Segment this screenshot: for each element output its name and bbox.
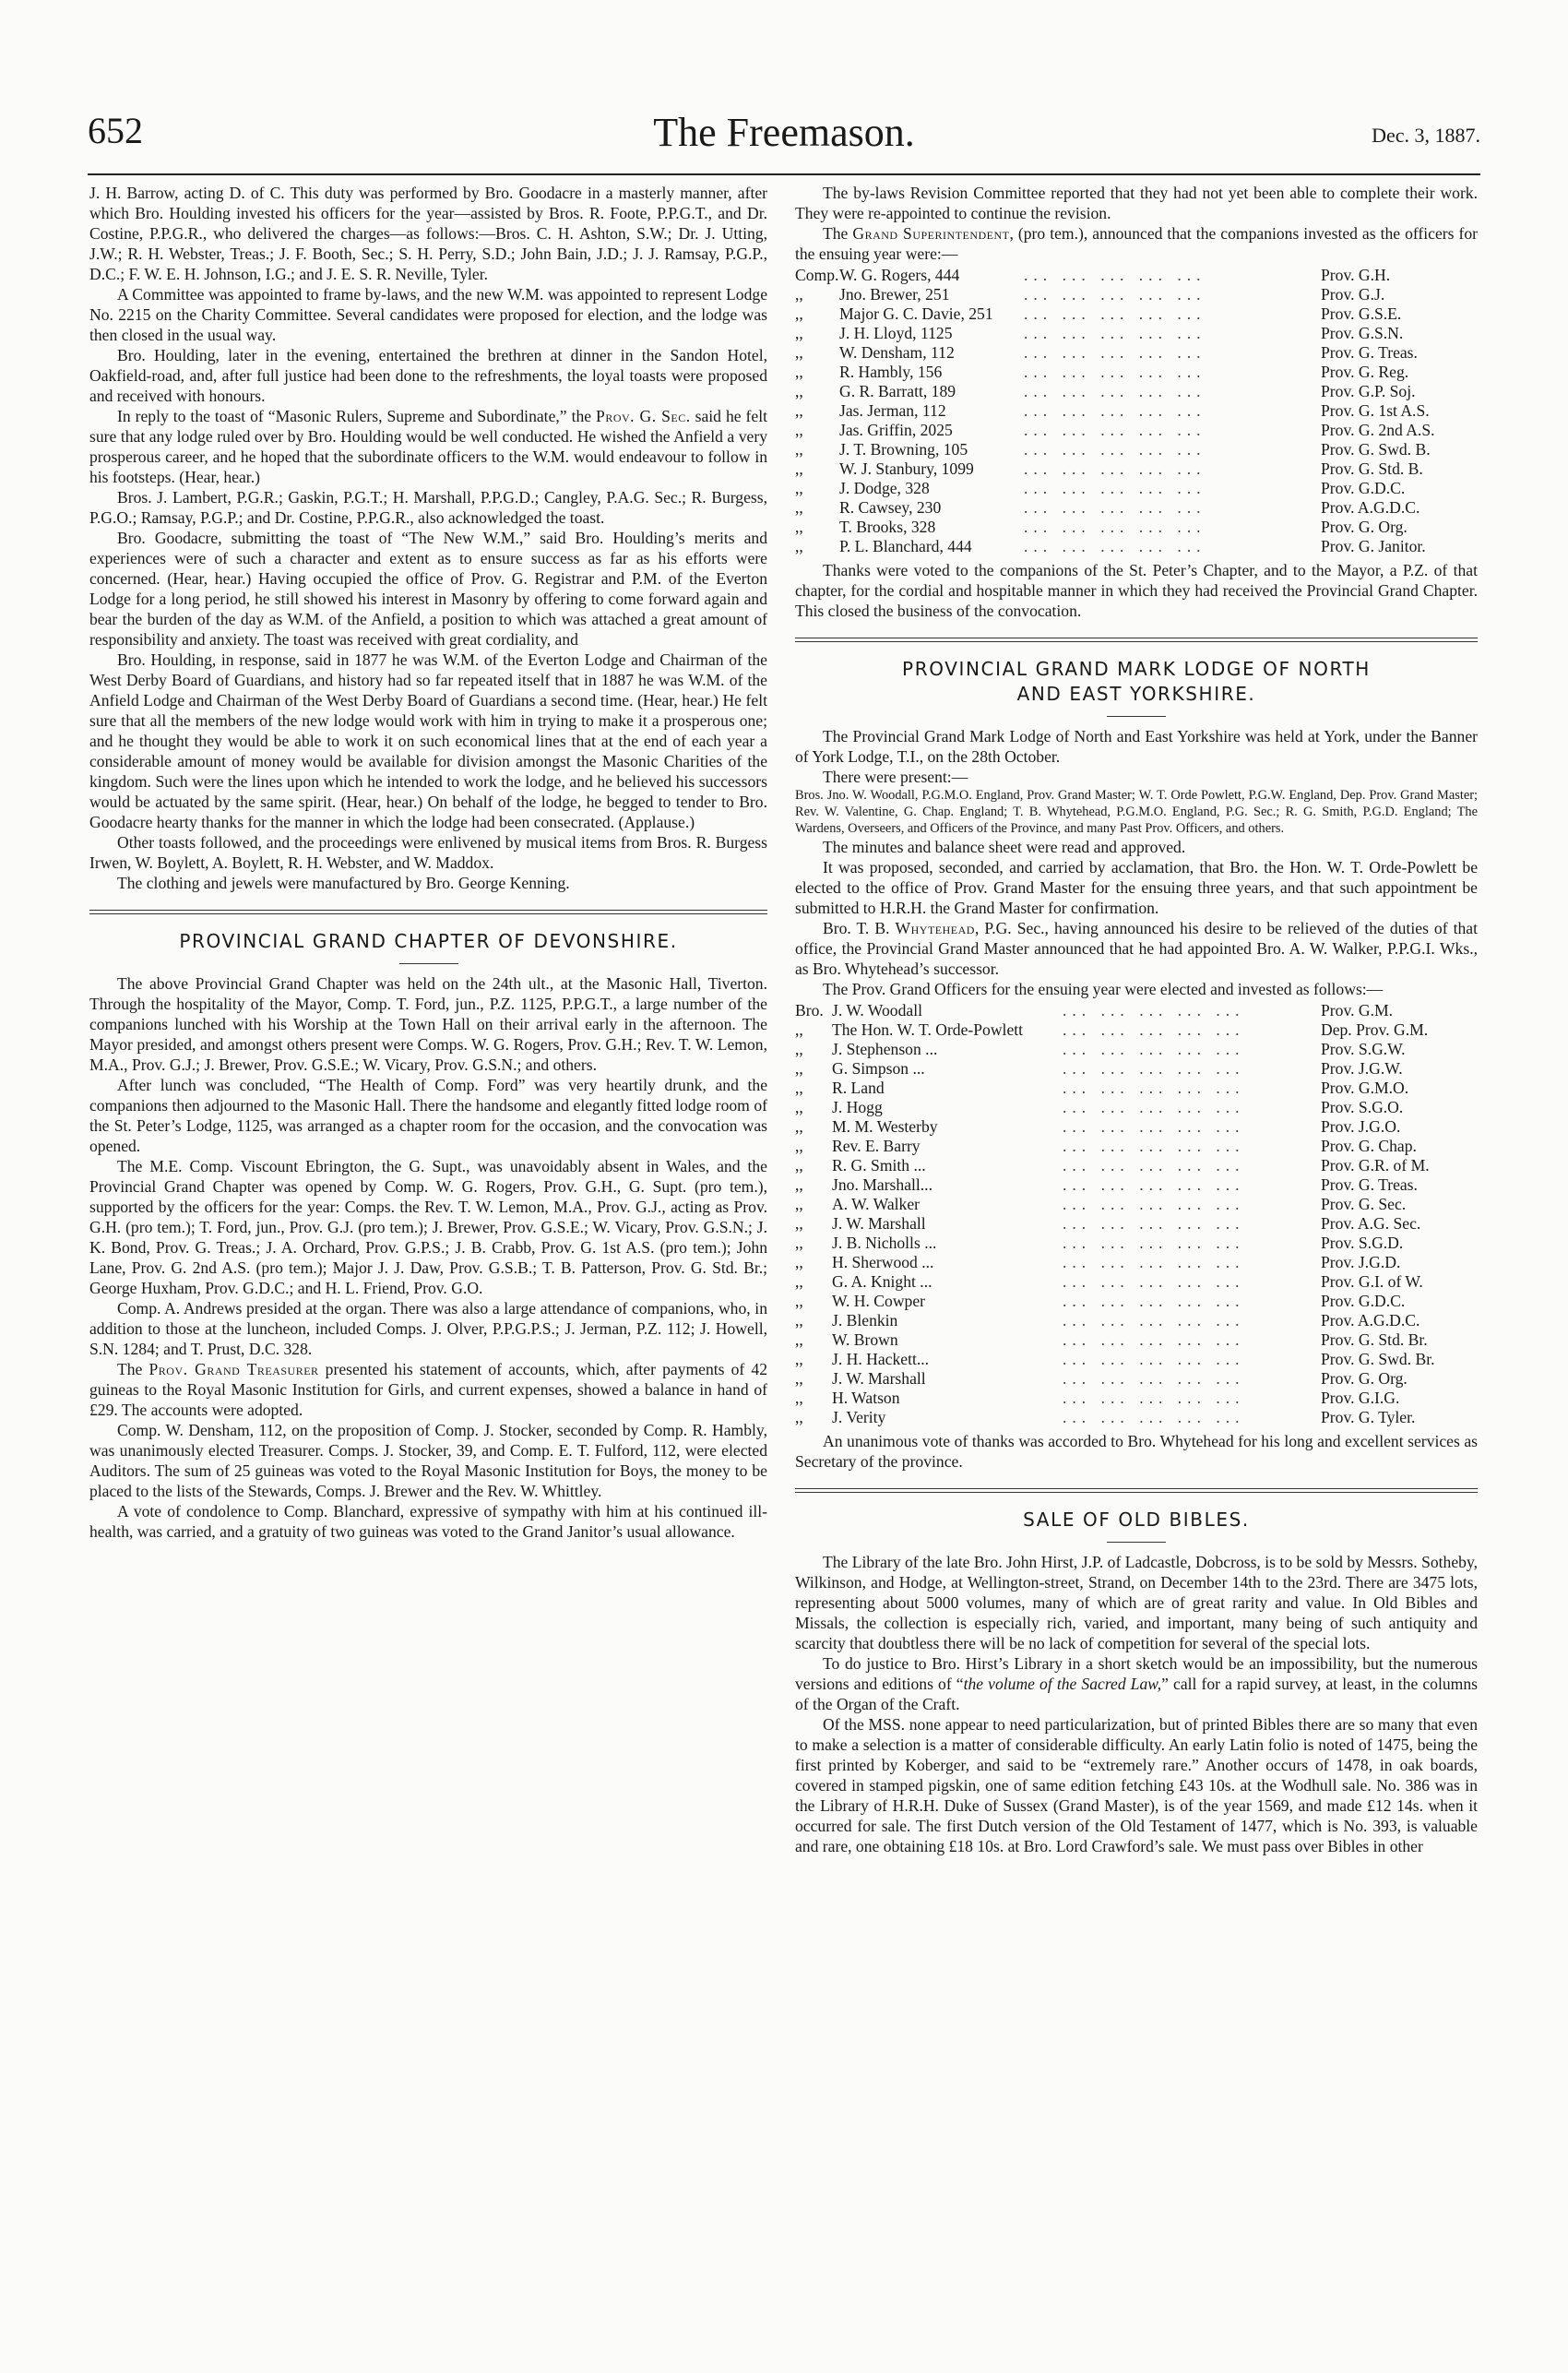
officer-name: J. Verity (832, 1408, 886, 1426)
officer-name: J. W. Marshall (832, 1214, 926, 1233)
officer-office: Prov. G.I.G. (1321, 1389, 1400, 1407)
officer-name: Jas. Jerman, 112 (839, 401, 946, 420)
officer-office: Prov. S.G.O. (1321, 1098, 1404, 1116)
leader-dots: ... ... ... ... ... (1063, 1253, 1245, 1271)
officer-name: J. H. Lloyd, 1125 (839, 324, 953, 342)
leader-dots: ... ... ... ... ... (1063, 1408, 1245, 1426)
heading-line: PROVINCIAL GRAND MARK LODGE OF NORTH (902, 658, 1371, 680)
article-paragraph: A Committee was appointed to frame by-laws, and the new W.M. was appointed to represent Lodge No. 2215 on the Charity Committee. Several candidates were proposed for election, and the lodge was then closed in the usual way. (89, 285, 767, 344)
officer-prefix: ,, (795, 363, 803, 381)
officer-name: P. L. Blanchard, 444 (839, 537, 972, 555)
leader-dots: ... ... ... ... ... (1024, 401, 1206, 420)
leader-dots: ... ... ... ... ... (1024, 266, 1206, 284)
officer-row (795, 1137, 1478, 1156)
officer-office: Prov. G.I. of W. (1321, 1272, 1423, 1291)
officer-row (795, 266, 1478, 285)
officer-prefix: ,, (795, 1272, 803, 1291)
officer-row (795, 1020, 1478, 1040)
officer-name: W. Brown (832, 1330, 898, 1349)
officer-row (795, 537, 1478, 556)
officer-row (795, 324, 1478, 343)
officer-row (795, 1001, 1478, 1020)
leader-dots: ... ... ... ... ... (1063, 1040, 1245, 1058)
officer-row (795, 1175, 1478, 1195)
issue-date: Dec. 3, 1887. (1372, 124, 1480, 147)
leader-dots: ... ... ... ... ... (1063, 1330, 1245, 1349)
officer-prefix: ,, (795, 1350, 803, 1368)
officer-name: R. Hambly, 156 (839, 363, 943, 381)
officer-prefix: ,, (795, 537, 803, 555)
brethren-officer-list (795, 1001, 1478, 1427)
leader-dots: ... ... ... ... ... (1063, 1098, 1245, 1116)
article-paragraph: A vote of condolence to Comp. Blanchard, expressive of sympathy with him at his continued ill-health, was carried, and a gratuity of two guineas was voted to the Grand Janitor’s usual allowance. (89, 1502, 767, 1541)
officer-name: Major G. C. Davie, 251 (839, 304, 993, 323)
officer-row (795, 479, 1478, 498)
officer-name: W. Densham, 112 (839, 343, 955, 362)
attendance-list: Bros. Jno. W. Woodall, P.G.M.O. England, Prov. Grand Master; W. T. Orde Powlett, P.G.W. England, Dep. Prov. Grand Master; Rev. W. Valentine, G. Chap. England; T. B. Whytehead, P.G.M.O. England, P.G. Sec.; R. G. Smith, P.G.D. England; The Wardens, Overseers, and Officers of the Province, and many Past Prov. Officers, and others. (795, 788, 1478, 836)
leader-dots: ... ... ... ... ... (1024, 459, 1206, 478)
article-paragraph: After lunch was concluded, “The Health of Comp. Ford” was very heartily drunk, and the companions then adjourned to the Masonic Hall. There the handsome and elegantly fitted lodge room of the St. Peter’s Lodge, 1125, was arranged as a chapter room for the occasion, and the convocation was opened. (89, 1076, 767, 1155)
officer-name: Rev. E. Barry (832, 1137, 921, 1155)
leader-dots: ... ... ... ... ... (1063, 1234, 1245, 1252)
officer-office: Prov. G. 1st A.S. (1321, 401, 1430, 420)
article-paragraph: The Provincial Grand Mark Lodge of North and East Yorkshire was held at York, under the Banner of York Lodge, T.I., on the 28th October. (795, 727, 1478, 766)
officer-name: H. Sherwood ... (832, 1253, 934, 1271)
officer-name: G. R. Barratt, 189 (839, 382, 956, 400)
leader-dots: ... ... ... ... ... (1024, 537, 1206, 555)
leader-dots: ... ... ... ... ... (1063, 1195, 1245, 1213)
officer-office: Prov. S.G.D. (1321, 1234, 1404, 1252)
article-paragraph: The Grand Superintendent, (pro tem.), announced that the companions invested as the officers for the ensuing year were:— (795, 224, 1478, 263)
officer-name: H. Watson (832, 1389, 900, 1407)
officer-office: Prov. G. Chap. (1321, 1137, 1417, 1155)
article-paragraph: The clothing and jewels were manufactured by Bro. George Kenning. (117, 874, 570, 892)
companions-officer-list (795, 266, 1478, 556)
article-paragraph: Other toasts followed, and the proceedings were enlivened by musical items from Bros. R. Burgess Irwen, W. Boylett, A. Boylett, R. H. Webster, and W. Maddox. (89, 833, 767, 872)
article-paragraph: The minutes and balance sheet were read and approved. (823, 838, 1186, 856)
officer-office: Prov. G.P. Soj. (1321, 382, 1416, 400)
officer-prefix: ,, (795, 518, 803, 536)
leader-dots: ... ... ... ... ... (1063, 1137, 1245, 1155)
officer-prefix: ,, (795, 1234, 803, 1252)
section-heading-old-bibles: SALE OF OLD BIBLES. (1023, 1508, 1250, 1531)
officer-prefix: ,, (795, 1369, 803, 1388)
officer-office: Prov. G. Treas. (1321, 1175, 1418, 1194)
officer-office: Prov. G. 2nd A.S. (1321, 421, 1435, 439)
leader-dots: ... ... ... ... ... (1063, 1020, 1245, 1039)
officer-row (795, 1369, 1478, 1389)
leader-dots: ... ... ... ... ... (1024, 285, 1206, 304)
leader-dots: ... ... ... ... ... (1063, 1117, 1245, 1136)
officer-name: J. W. Marshall (832, 1369, 926, 1388)
officer-prefix: ,, (795, 401, 803, 420)
officer-name: J. B. Nicholls ... (832, 1234, 937, 1252)
officer-prefix: ,, (795, 1311, 803, 1330)
officer-office: Dep. Prov. G.M. (1321, 1020, 1429, 1039)
officer-prefix: ,, (795, 1195, 803, 1213)
officer-name: Jas. Griffin, 2025 (839, 421, 953, 439)
officer-row (795, 1156, 1478, 1175)
officer-name: W. H. Cowper (832, 1292, 925, 1310)
leader-dots: ... ... ... ... ... (1024, 518, 1206, 536)
officer-office: Prov. G. Org. (1321, 1369, 1408, 1388)
section-heading-mark-lodge (795, 657, 1478, 707)
header-rule (88, 173, 1480, 175)
masthead (88, 109, 1480, 173)
officer-name: G. Simpson ... (832, 1059, 925, 1078)
officer-row (795, 1292, 1478, 1311)
officer-prefix: ,, (795, 1292, 803, 1310)
officer-office: Prov. G.D.C. (1321, 479, 1406, 497)
officer-name: A. W. Walker (832, 1195, 921, 1213)
leader-dots: ... ... ... ... ... (1063, 1369, 1245, 1388)
officer-prefix: ,, (795, 1040, 803, 1058)
officer-office: Prov. A.G.D.C. (1321, 498, 1420, 517)
officer-office: Prov. G. Treas. (1321, 343, 1418, 362)
officer-office: Prov. G.S.N. (1321, 324, 1404, 342)
right-column (795, 183, 1478, 1856)
officer-prefix: ,, (795, 1059, 803, 1078)
officer-name: Jno. Marshall... (832, 1175, 932, 1194)
heading-rule (1107, 716, 1166, 717)
article-paragraph: J. H. Barrow, acting D. of C. This duty was performed by Bro. Goodacre in a masterly manner, after which Bro. Houlding invested his officers for the year—assisted by Bros. R. Foote, P.P.G.T., and Dr. Costine, P.P.G.R., who delivered the charges—as follows:—Bros. C. H. Ashton, S.W.; Dr. J. Utting, J.W.; R. H. Webster, Treas.; J. F. Booth, Sec.; S. H. Perry, S.D.; John Bain, J.D.; J. J. Ramsay, P.G.P., D.C.; F. W. E. H. Johnson, I.G.; and J. E. S. R. Neville, Tyler. (89, 184, 767, 283)
officer-name: J. Blenkin (832, 1311, 898, 1330)
officer-prefix: ,, (795, 498, 803, 517)
article-paragraph: The Prov. Grand Treasurer presented his statement of accounts, which, after payments of 42 guineas to the Royal Masonic Institution for Girls, and current expenses, showed a balance in hand of £29. The accounts were adopted. (89, 1360, 767, 1419)
officer-row (795, 304, 1478, 324)
officer-office: Prov. G. Swd. B. (1321, 440, 1431, 459)
officer-prefix: ,, (795, 1098, 803, 1116)
officer-prefix: ,, (795, 1389, 803, 1407)
officer-prefix: ,, (795, 1253, 803, 1271)
officer-office: Prov. J.G.D. (1321, 1253, 1401, 1271)
leader-dots: ... ... ... ... ... (1063, 1214, 1245, 1233)
article-paragraph: To do justice to Bro. Hirst’s Library in a short sketch would be an impossibility, but the numerous versions and editions of “the volume of the Sacred Law,” call for a rapid survey, at least, in the columns of the Organ of the Craft. (795, 1654, 1478, 1713)
officer-name: W. J. Stanbury, 1099 (839, 459, 974, 478)
officer-prefix: ,, (795, 343, 803, 362)
article-paragraph: Thanks were voted to the companions of the St. Peter’s Chapter, and to the Mayor, a P.Z. of that chapter, for the cordial and hospitable manner in which they had received the Provincial Grand Chapter. This closed the business of the convocation. (795, 561, 1478, 620)
officer-office: Prov. S.G.W. (1321, 1040, 1406, 1058)
article-paragraph: An unanimous vote of thanks was accorded to Bro. Whytehead for his long and excellent services as Secretary of the province. (795, 1432, 1478, 1471)
leader-dots: ... ... ... ... ... (1063, 1059, 1245, 1078)
officer-row (795, 440, 1478, 459)
officer-prefix: ,, (795, 1137, 803, 1155)
leader-dots: ... ... ... ... ... (1063, 1156, 1245, 1175)
officer-office: Prov. G. Tyler. (1321, 1408, 1416, 1426)
officer-row (795, 343, 1478, 363)
officer-prefix: ,, (795, 382, 803, 400)
officer-office: Prov. A.G. Sec. (1321, 1214, 1421, 1233)
officer-row (795, 459, 1478, 479)
article-paragraph: There were present:— (823, 768, 968, 786)
officer-row (795, 1059, 1478, 1079)
officer-name: J. T. Browning, 105 (839, 440, 968, 459)
article-paragraph: Bros. J. Lambert, P.G.R.; Gaskin, P.G.T.; H. Marshall, P.P.G.D.; Cangley, P.A.G. Sec.; R. Burgess, P.G.O.; Ramsay, P.G.P.; and Dr. Costine, P.P.G.R., also acknowledged the toast. (89, 488, 767, 527)
leader-dots: ... ... ... ... ... (1024, 343, 1206, 362)
officer-office: Prov. G.D.C. (1321, 1292, 1406, 1310)
officer-office: Prov. J.G.W. (1321, 1059, 1403, 1078)
officer-office: Prov. G.S.E. (1321, 304, 1402, 323)
article-paragraph: The by-laws Revision Committee reported that they had not yet been able to complete their work. They were re-appointed to continue the revision. (795, 184, 1478, 222)
leader-dots: ... ... ... ... ... (1024, 440, 1206, 459)
officer-row (795, 1195, 1478, 1214)
officer-prefix: ,, (795, 1020, 803, 1039)
officer-office: Prov. G. Sec. (1321, 1195, 1407, 1213)
officer-prefix: ,, (795, 1214, 803, 1233)
officer-row (795, 363, 1478, 382)
officer-name: W. G. Rogers, 444 (839, 266, 960, 284)
officer-name: The Hon. W. T. Orde-Powlett (832, 1020, 1024, 1039)
section-divider (89, 910, 767, 914)
leader-dots: ... ... ... ... ... (1024, 498, 1206, 517)
article-paragraph: It was proposed, seconded, and carried by acclamation, that Bro. the Hon. W. T. Orde-Powlett be elected to the office of Prov. Grand Master for the ensuing three years, and that such appointment be submitted to H.R.H. the Grand Master for confirmation. (795, 858, 1478, 917)
leader-dots: ... ... ... ... ... (1063, 1389, 1245, 1407)
officer-office: Prov. G.H. (1321, 266, 1391, 284)
leader-dots: ... ... ... ... ... (1063, 1350, 1245, 1368)
article-paragraph: Bro. Houlding, later in the evening, entertained the brethren at dinner in the Sandon Hotel, Oakfield-road, and, after full justice had been done to the refreshments, the loyal toasts were proposed and received with honours. (89, 346, 767, 405)
officer-prefix: Comp. (795, 266, 839, 284)
officer-row (795, 1079, 1478, 1098)
officer-row (795, 421, 1478, 440)
leader-dots: ... ... ... ... ... (1063, 1292, 1245, 1310)
leader-dots: ... ... ... ... ... (1024, 421, 1206, 439)
article-paragraph: Bro. Goodacre, submitting the toast of “The New W.M.,” said Bro. Houlding’s merits and experiences were of such a character and extent as to ensure success as far as his efforts were concerned. (Hear, hear.) Having occupied the office of Prov. G. Registrar and P.M. of the Everton Lodge for a long period, he still showed his interest in Masonry by offering to come forward again and bear the burden of the day as W.M. of the Anfield, a position to which was attached a great amount of responsibility and anxiety. The toast was received with great cordiality, and (89, 529, 767, 649)
article-paragraph: The above Provincial Grand Chapter was held on the 24th ult., at the Masonic Hall, Tiverton. Through the hospitality of the Mayor, Comp. T. Ford, jun., P.Z. 1125, P.P.G.T., a large number of the companions lunched with his Worship at the Town Hall on their arrival early in the afternoon. The Mayor presided, and amongst others present were Comps. W. G. Rogers, Prov. G.H.; Rev. T. W. Lemon, M.A., Prov. G.J.; J. Brewer, Prov. G.S.E.; W. Vicary, Prov. G.S.N.; and others. (89, 974, 767, 1074)
leader-dots: ... ... ... ... ... (1063, 1175, 1245, 1194)
officer-name: J. H. Hackett... (832, 1350, 930, 1368)
officer-name: R. Cawsey, 230 (839, 498, 942, 517)
article-paragraph: In reply to the toast of “Masonic Rulers, Supreme and Subordinate,” the Prov. G. Sec. said he felt sure that any lodge ruled over by Bro. Houlding would be well conducted. He wished the Anfield a very prosperous career, and he hoped that the subordinate officers to the W.M. would endeavour to follow in his footsteps. (Hear, hear.) (89, 407, 767, 486)
officer-office: Prov. G.M.O. (1321, 1079, 1409, 1097)
officer-name: R. G. Smith ... (832, 1156, 926, 1175)
article-paragraph: Comp. W. Densham, 112, on the proposition of Comp. J. Stocker, seconded by Comp. R. Hambly, was unanimously elected Treasurer. Comps. J. Stocker, 39, and Comp. E. T. Fulford, 112, were elected Auditors. The sum of 25 guineas was voted to the Royal Masonic Institution for Boys, the money to be placed to the lists of the Stewards, Comps. J. Brewer and the Rev. W. Whittley. (89, 1421, 767, 1500)
officer-name: Jno. Brewer, 251 (839, 285, 950, 304)
officer-prefix: ,, (795, 1175, 803, 1194)
officer-prefix: ,, (795, 1408, 803, 1426)
officer-name: G. A. Knight ... (832, 1272, 932, 1291)
officer-row (795, 1272, 1478, 1292)
section-divider (795, 638, 1478, 642)
officer-name: J. Stephenson ... (832, 1040, 938, 1058)
leader-dots: ... ... ... ... ... (1024, 382, 1206, 400)
newspaper-title: The Freemason. (653, 110, 915, 155)
officer-prefix: Bro. (795, 1001, 824, 1020)
officer-row (795, 518, 1478, 537)
officer-row (795, 401, 1478, 421)
officer-office: Prov. G. Org. (1321, 518, 1408, 536)
officer-office: Prov. G. Std. Br. (1321, 1330, 1428, 1349)
officer-office: Prov. G. Swd. Br. (1321, 1350, 1435, 1368)
officer-office: Prov. G.M. (1321, 1001, 1394, 1020)
officer-office: Prov. G.J. (1321, 285, 1385, 304)
page-number: 652 (88, 110, 143, 151)
officer-prefix: ,, (795, 459, 803, 478)
article-paragraph: Of the MSS. none appear to need particularization, but of printed Bibles there are so many that even to make a selection is a matter of considerable difficulty. An early Latin folio is noted of 1475, being the first printed by Koberger, and said to be “extremely rare.” Another occurs of 1478, in oak boards, covered in stamped pigskin, one of same edition fetching £43 10s. at the Wodhull sale. No. 386 was in the Library of H.R.H. Duke of Sussex (Grand Master), is of the year 1569, and made £12 14s. when it occurred for sale. The first Dutch version of the Old Testament of 1477, which is No. 393, is valuable and rare, one obtaining £18 10s. at Bro. Lord Crawford’s sale. We must pass over Bibles in other (795, 1715, 1478, 1855)
leader-dots: ... ... ... ... ... (1024, 479, 1206, 497)
article-paragraph: Bro. Houlding, in response, said in 1877 he was W.M. of the Everton Lodge and Chairman of the West Derby Board of Guardians, and history had so far repeated itself that in 1887 he was W.M. of the Anfield Lodge and Chairman of the West Derby Board of Guardians a second time. (Hear, hear.) He felt sure that all the members of the new lodge would work with him in trying to make it a prosperous one; and he thought they would be able to work it on such economical lines that at the end of each year a considerable amount of money would be available for division amongst the Masonic Charities of the kingdom. Such were the lines upon which he intended to work the lodge, and he believed his successors would be actuated by the same spirit. (Hear, hear.) On behalf of the lodge, he begged to tender to Bro. Goodacre hearty thanks for the manner in which the lodge had been consecrated. (Applause.) (89, 650, 767, 831)
officer-office: Prov. G. Janitor. (1321, 537, 1426, 555)
officer-office: Prov. G. Std. B. (1321, 459, 1423, 478)
officer-office: Prov. G.R. of M. (1321, 1156, 1430, 1175)
officer-name: T. Brooks, 328 (839, 518, 936, 536)
officer-row (795, 1214, 1478, 1234)
officer-prefix: ,, (795, 1156, 803, 1175)
officer-office: Prov. J.G.O. (1321, 1117, 1401, 1136)
officer-row (795, 1311, 1478, 1330)
leader-dots: ... ... ... ... ... (1024, 304, 1206, 323)
officer-prefix: ,, (795, 479, 803, 497)
article-paragraph: Bro. T. B. Whytehead, P.G. Sec., having announced his desire to be relieved of the duties of that office, the Provincial Grand Master announced that he had appointed Bro. A. W. Walker, P.P.G.I. Wks., as Bro. Whytehead’s successor. (795, 919, 1478, 978)
heading-rule (399, 963, 458, 964)
officer-row (795, 1117, 1478, 1137)
officer-office: Prov. A.G.D.C. (1321, 1311, 1420, 1330)
officer-row (795, 1253, 1478, 1272)
officer-office: Prov. G. Reg. (1321, 363, 1409, 381)
officer-row (795, 1389, 1478, 1408)
article-paragraph: The Prov. Grand Officers for the ensuing year were elected and invested as follows:— (823, 980, 1384, 998)
officer-row (795, 285, 1478, 304)
officer-row (795, 1040, 1478, 1059)
officer-prefix: ,, (795, 285, 803, 304)
section-heading-devonshire: PROVINCIAL GRAND CHAPTER OF DEVONSHIRE. (179, 930, 678, 952)
officer-name: J. Hogg (832, 1098, 883, 1116)
article-paragraph: Comp. A. Andrews presided at the organ. There was also a large attendance of companions, who, in addition to those at the luncheon, included Comps. J. Olver, P.P.G.P.S.; J. Jerman, P.Z. 112; J. Howell, S.N. 1284; and T. Prust, D.C. 328. (89, 1299, 767, 1358)
officer-prefix: ,, (795, 1330, 803, 1349)
left-column (89, 183, 767, 1542)
section-divider (795, 1488, 1478, 1493)
officer-row (795, 1330, 1478, 1350)
article-paragraph: The Library of the late Bro. John Hirst, J.P. of Ladcastle, Dobcross, is to be sold by Messrs. Sotheby, Wilkinson, and Hodge, at Wellington-street, Strand, on December 14th to the 23rd. There are 3475 lots, representing about 5000 volumes, many of which are of great rarity and value. In Old Bibles and Missals, the collection is especially rich, varied, and important, many being of such antiquity and scarcity that doubtless there will be no lack of competition for several of the special lots. (795, 1553, 1478, 1652)
leader-dots: ... ... ... ... ... (1063, 1311, 1245, 1330)
officer-prefix: ,, (795, 1079, 803, 1097)
officer-row (795, 498, 1478, 518)
leader-dots: ... ... ... ... ... (1024, 324, 1206, 342)
officer-name: J. Dodge, 328 (839, 479, 930, 497)
leader-dots: ... ... ... ... ... (1024, 363, 1206, 381)
officer-row (795, 1350, 1478, 1369)
officer-prefix: ,, (795, 304, 803, 323)
officer-row (795, 382, 1478, 401)
heading-rule (1107, 1542, 1166, 1543)
officer-prefix: ,, (795, 1117, 803, 1136)
heading-line: AND EAST YORKSHIRE. (1016, 683, 1256, 705)
officer-prefix: ,, (795, 440, 803, 459)
officer-prefix: ,, (795, 324, 803, 342)
officer-name: J. W. Woodall (832, 1001, 922, 1020)
officer-prefix: ,, (795, 421, 803, 439)
leader-dots: ... ... ... ... ... (1063, 1272, 1245, 1291)
leader-dots: ... ... ... ... ... (1063, 1001, 1245, 1020)
officer-name: M. M. Westerby (832, 1117, 938, 1136)
leader-dots: ... ... ... ... ... (1063, 1079, 1245, 1097)
officer-name: R. Land (832, 1079, 885, 1097)
officer-row (795, 1234, 1478, 1253)
officer-row (795, 1408, 1478, 1427)
article-paragraph: The M.E. Comp. Viscount Ebrington, the G. Supt., was unavoidably absent in Wales, and the Provincial Grand Chapter was opened by Comp. W. G. Rogers, Prov. G.H., G. Supt. (pro tem.), supported by the officers for the year: Comps. the Rev. T. W. Lemon, M.A., Prov. G.J., acting as Prov. G.H. (pro tem.); T. Ford, jun., Prov. G.J. (pro tem.); J. Brewer, Prov. G.S.E.; W. Vicary, Prov. G.S.N.; J. K. Bond, Prov. G. Treas.; J. A. Orchard, Prov. G.P.S.; J. B. Crabb, Prov. G. 1st A.S. (pro tem.); John Lane, Prov. G. 2nd A.S. (pro tem.); Major J. J. Daw, Prov. G.S.B.; T. B. Patterson, Prov. G. Std. Br.; George Huxham, Prov. G.D.C.; and H. L. Friend, Prov. G.O. (89, 1157, 767, 1297)
officer-row (795, 1098, 1478, 1117)
